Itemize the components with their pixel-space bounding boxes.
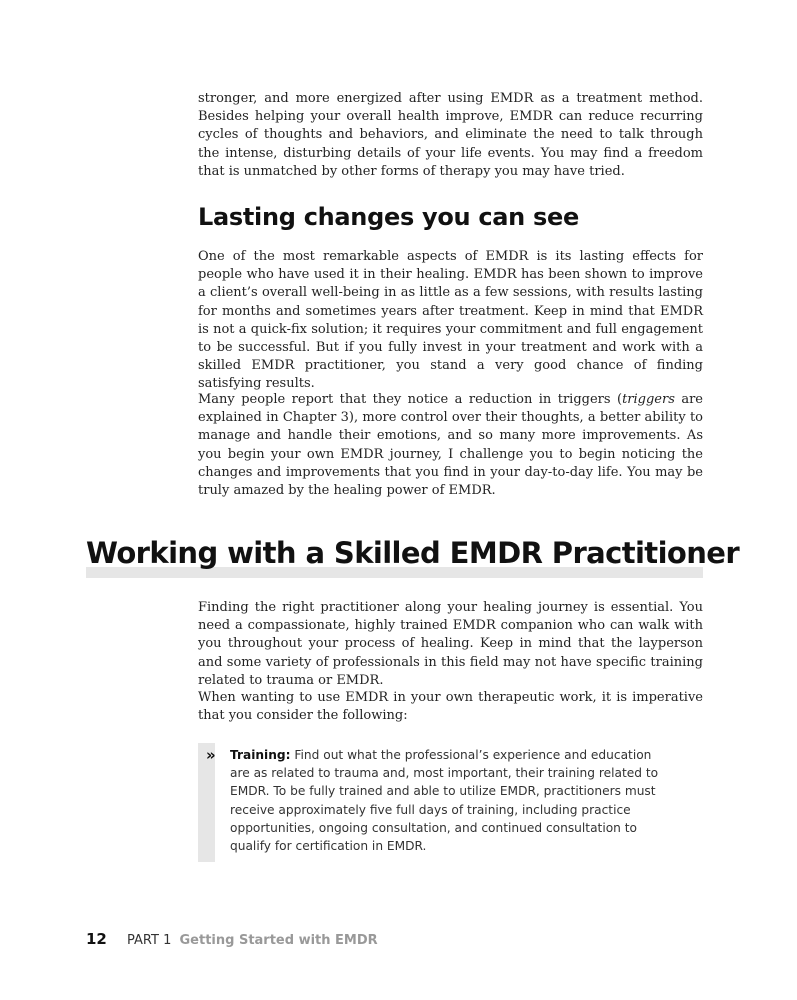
working-paragraph-2: When wanting to use EMDR in your own therapeutic work, it is imperative that you consider the following: (198, 690, 703, 724)
chapter-section-heading (86, 536, 740, 580)
bullet-item-training (230, 746, 660, 855)
page-number: 12 (86, 930, 107, 948)
paragraph-text-segment: Many people report that they notice a reduction in triggers ( (198, 392, 623, 407)
bullet-term: Training: (230, 748, 291, 762)
part-label: PART 1 (127, 933, 172, 948)
lasting-paragraph-2 (198, 391, 703, 500)
paragraph-text-segment: are explained in Chapter 3), more control over their thoughts, a better ability to manage and handle their emotions, and so many more improvements. As you begin your own EMDR journey, I challenge you to begin noticing the changes and improvements that you find in your day-to-day life. You may be truly amazed by the healing power of EMDR. (198, 392, 703, 499)
page-footer (86, 930, 378, 948)
bullet-description: Find out what the professional’s experience and education are as related to trauma and, most important, their training related to EMDR. To be fully trained and able to utilize EMDR, practitioners must receive approximately five full days of training, including practice opportunities, ongoing consultation, and continued consultation to qualify for certification in EMDR. (230, 748, 659, 854)
section-heading-working-with-practitioner: Working with a Skilled EMDR Practitioner (86, 536, 740, 570)
working-paragraph-1: Finding the right practitioner along your healing journey is essential. You need a compassionate, highly trained EMDR companion who can walk with you throughout your process of healing. Keep in mind that the layperson and some variety of professionals in this field may not have specific training related to trauma or EMDR. (198, 600, 703, 688)
double-chevron-icon: » (206, 746, 214, 764)
chapter-title: Getting Started with EMDR (179, 933, 378, 948)
italic-term-triggers: triggers (622, 392, 675, 407)
bullet-list (198, 743, 703, 862)
section-heading-lasting-changes: Lasting changes you can see (198, 203, 579, 231)
intro-paragraph: stronger, and more energized after using EMDR as a treatment method. Besides helping your overall health improve, EMDR can reduce recurring cycles of thoughts and behaviors, and eliminate the need to talk through the intense, disturbing details of your life events. You may find a freedom that is unmatched by other forms of therapy you may have tried. (198, 91, 703, 179)
lasting-paragraph-1: One of the most remarkable aspects of EMDR is its lasting effects for people who have used it in their healing. EMDR has been shown to improve a client’s overall well-being in as little as a few sessions, with results lasting for months and sometimes years after treatment. Keep in mind that EMDR is not a quick-fix solution; it requires your commitment and full engagement to be successful. But if you fully invest in your treatment and work with a skilled EMDR practitioner, you stand a very good chance of finding satisfying results. (198, 249, 703, 392)
